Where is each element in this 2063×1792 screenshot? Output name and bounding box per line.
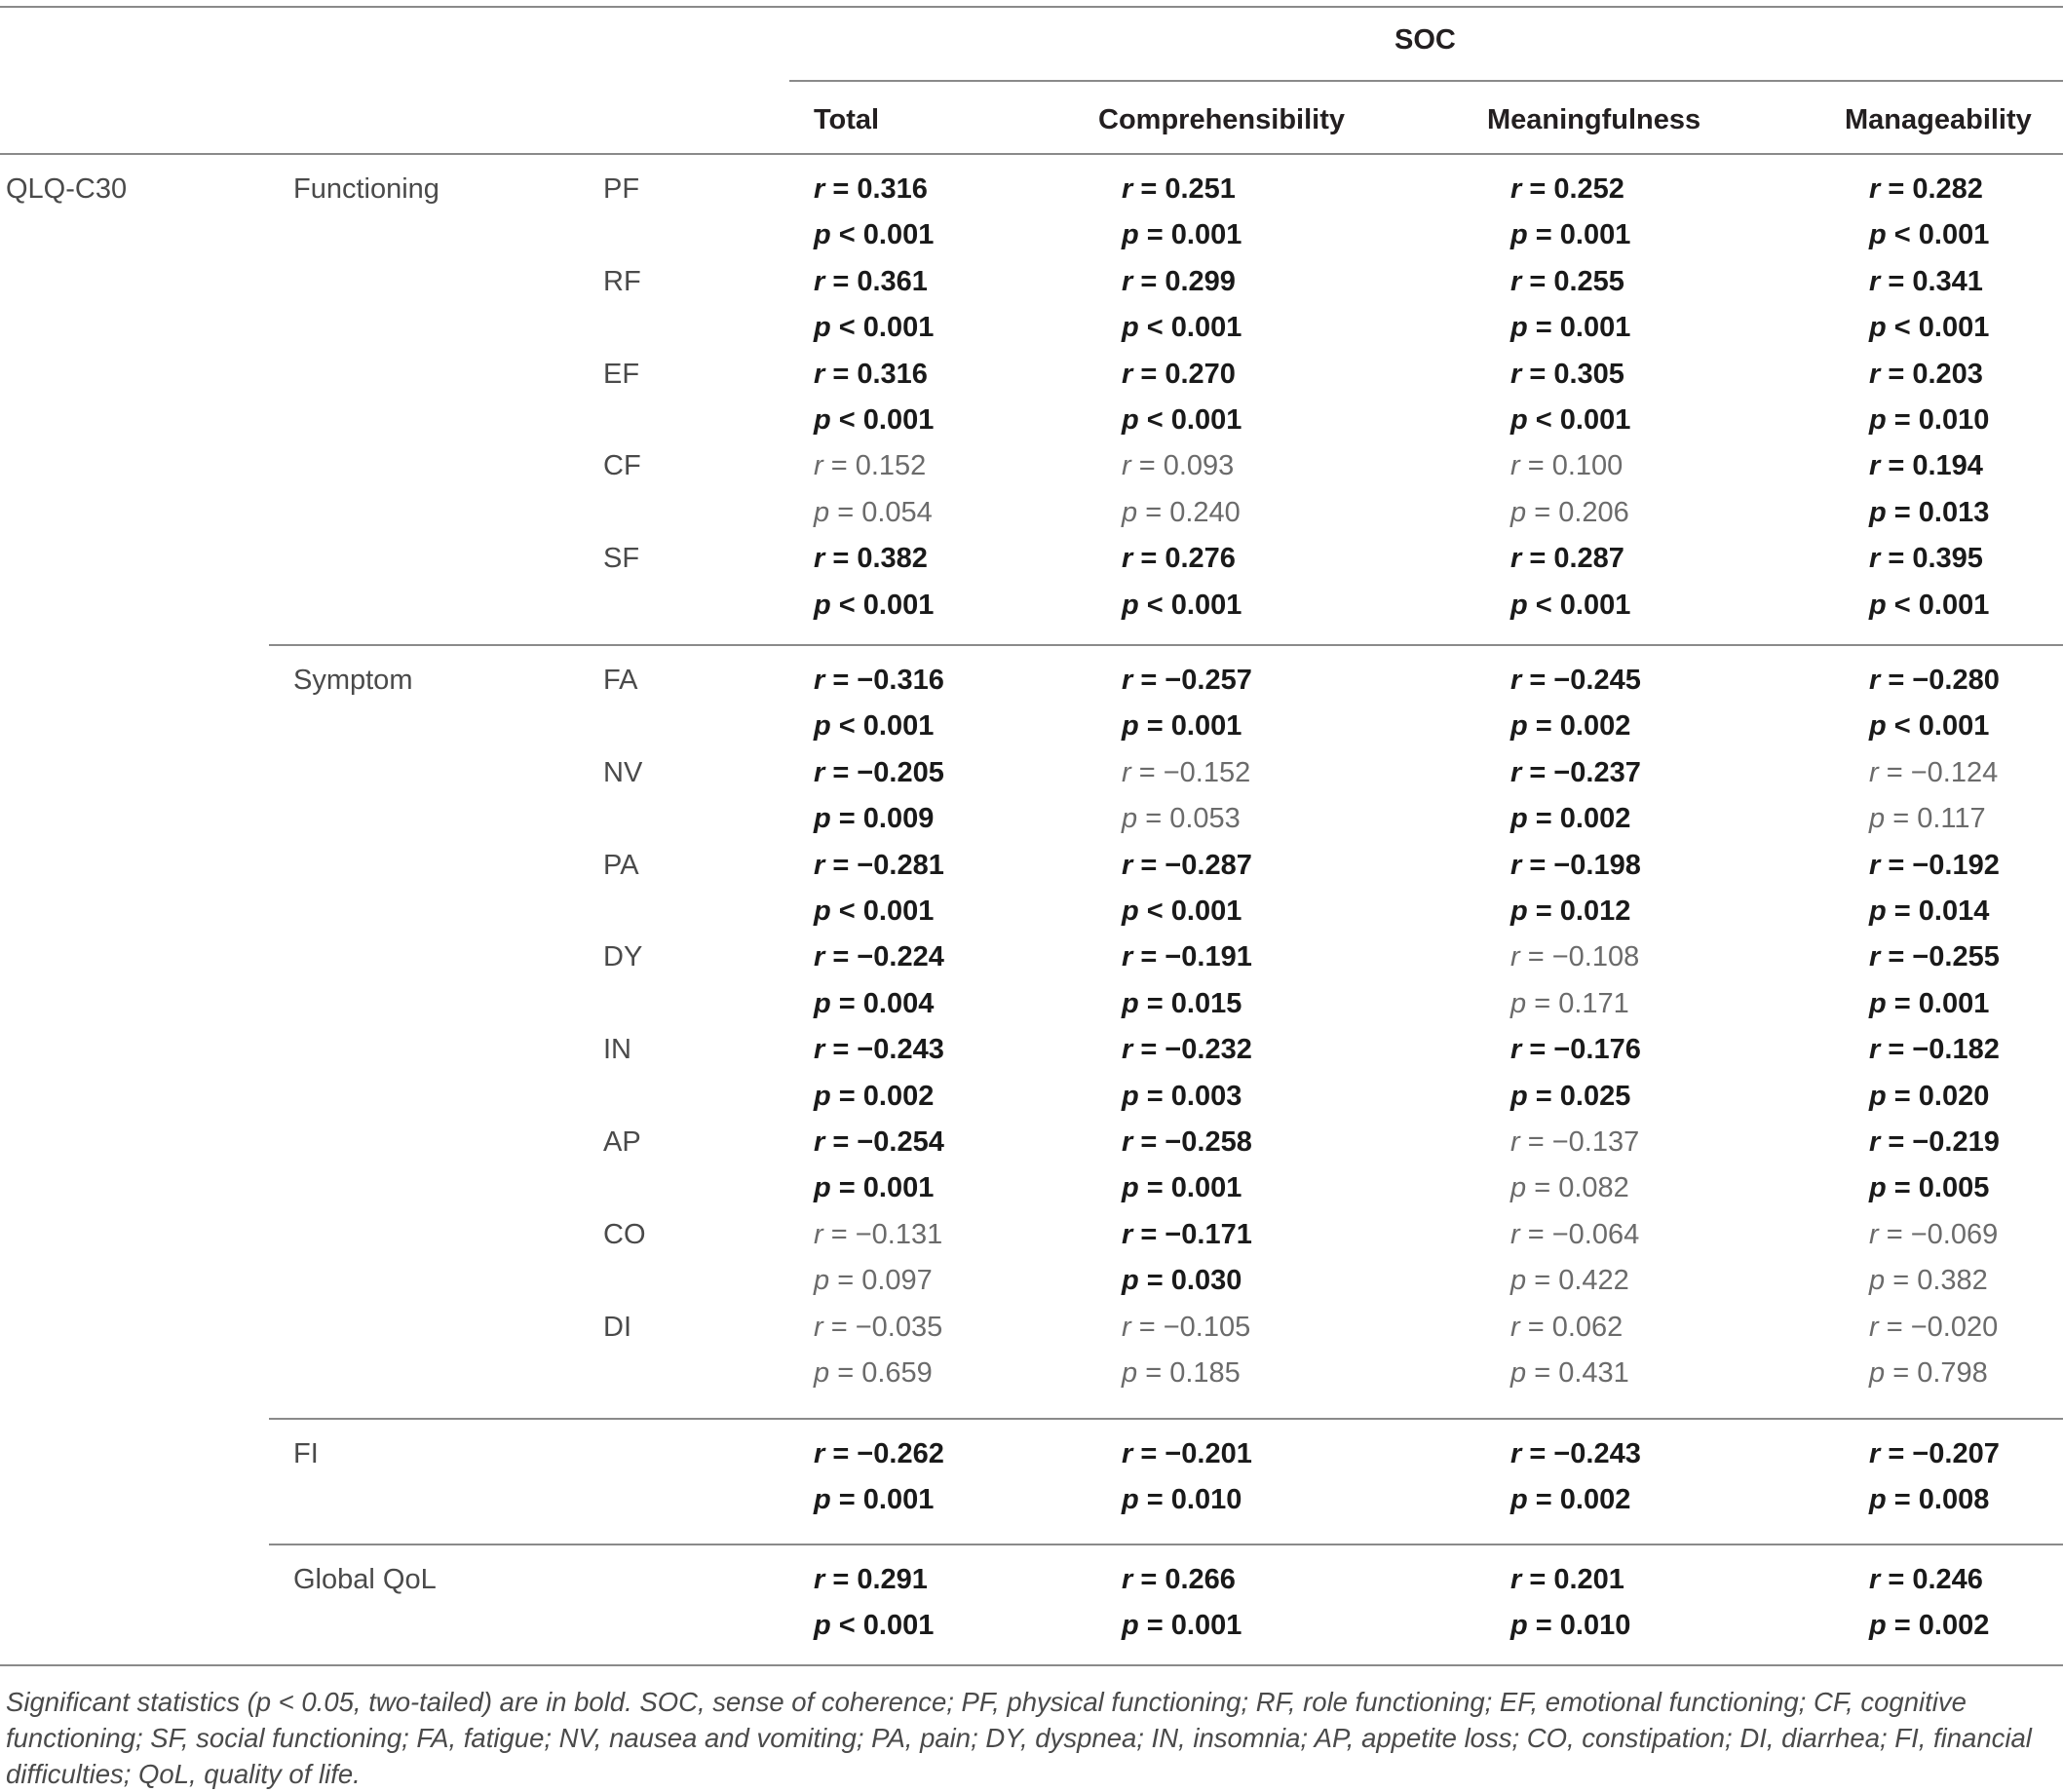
r-value-meaningfulness: r = −0.176 bbox=[1510, 1034, 1641, 1066]
r-value-manageability: r = −0.069 bbox=[1869, 1218, 1999, 1250]
r-value-total: r = −0.316 bbox=[814, 665, 944, 696]
p-value-manageability: p = 0.020 bbox=[1869, 1080, 1990, 1112]
r-value-comprehensibility: r = 0.266 bbox=[1122, 1564, 1236, 1595]
p-value-meaningfulness: p = 0.171 bbox=[1510, 987, 1629, 1019]
r-value-comprehensibility: r = 0.299 bbox=[1122, 265, 1236, 297]
r-value-meaningfulness: r = 0.305 bbox=[1510, 358, 1624, 390]
fi-bottom-rule bbox=[269, 1544, 2063, 1545]
r-value-manageability: r = −0.020 bbox=[1869, 1311, 1999, 1343]
row-code: AP bbox=[603, 1126, 641, 1158]
row-code: FA bbox=[603, 665, 638, 696]
r-value-comprehensibility: r = −0.105 bbox=[1122, 1311, 1251, 1343]
p-value-meaningfulness: p = 0.082 bbox=[1510, 1172, 1629, 1204]
p-value-comprehensibility: p = 0.030 bbox=[1122, 1265, 1242, 1297]
p-value-total: p < 0.001 bbox=[814, 404, 935, 436]
p-value-meaningfulness: p = 0.010 bbox=[1510, 1610, 1631, 1642]
p-value-meaningfulness: p < 0.001 bbox=[1510, 404, 1631, 436]
row-code: CF bbox=[603, 450, 641, 482]
p-value-manageability: p < 0.001 bbox=[1869, 312, 1990, 344]
p-value-meaningfulness: p = 0.001 bbox=[1510, 219, 1631, 251]
row-code: RF bbox=[603, 265, 641, 297]
row-code: IN bbox=[603, 1034, 631, 1066]
r-value-meaningfulness: r = −0.198 bbox=[1510, 849, 1641, 881]
r-value-comprehensibility: r = −0.201 bbox=[1122, 1438, 1252, 1469]
r-value-manageability: r = 0.395 bbox=[1869, 543, 1983, 575]
r-value-manageability: r = 0.246 bbox=[1869, 1564, 1983, 1595]
p-value-comprehensibility: p = 0.053 bbox=[1122, 803, 1241, 835]
p-value-meaningfulness: p = 0.001 bbox=[1510, 312, 1631, 344]
p-value-manageability: p = 0.010 bbox=[1869, 404, 1990, 436]
p-value-total: p = 0.054 bbox=[814, 496, 933, 528]
r-value-total: r = 0.152 bbox=[814, 450, 927, 482]
r-value-comprehensibility: r = 0.270 bbox=[1122, 358, 1236, 390]
r-value-total: r = 0.361 bbox=[814, 265, 928, 297]
row-code: NV bbox=[603, 756, 643, 788]
row-code: SF bbox=[603, 543, 640, 575]
p-value-manageability: p = 0.382 bbox=[1869, 1265, 1988, 1297]
column-header-meaningfulness: Meaningfulness bbox=[1487, 104, 1701, 135]
r-value-comprehensibility: r = 0.093 bbox=[1122, 450, 1235, 482]
r-value-total: r = −0.224 bbox=[814, 941, 944, 973]
r-value-meaningfulness: r = −0.243 bbox=[1510, 1438, 1641, 1469]
r-value-total: r = −0.262 bbox=[814, 1438, 944, 1469]
soc-group-header: SOC bbox=[1394, 24, 1456, 56]
row-code: DI bbox=[603, 1311, 631, 1343]
r-value-comprehensibility: r = 0.251 bbox=[1122, 173, 1236, 205]
p-value-meaningfulness: p = 0.002 bbox=[1510, 1484, 1631, 1516]
p-value-total: p < 0.001 bbox=[814, 896, 935, 927]
table-top-rule bbox=[0, 6, 2063, 8]
row-code: CO bbox=[603, 1218, 646, 1250]
r-value-manageability: r = 0.341 bbox=[1869, 265, 1983, 297]
p-value-manageability: p = 0.014 bbox=[1869, 896, 1990, 927]
p-value-total: p = 0.001 bbox=[814, 1172, 935, 1204]
r-value-comprehensibility: r = −0.257 bbox=[1122, 665, 1252, 696]
r-value-manageability: r = 0.203 bbox=[1869, 358, 1983, 390]
questionnaire-label: QLQ-C30 bbox=[6, 173, 128, 205]
p-value-meaningfulness: p = 0.002 bbox=[1510, 803, 1631, 835]
r-value-total: r = −0.281 bbox=[814, 849, 944, 881]
r-value-comprehensibility: r = −0.232 bbox=[1122, 1034, 1252, 1066]
column-header-comprehensibility: Comprehensibility bbox=[1098, 104, 1345, 135]
p-value-comprehensibility: p = 0.001 bbox=[1122, 219, 1242, 251]
section-label: Symptom bbox=[293, 665, 413, 696]
p-value-meaningfulness: p < 0.001 bbox=[1510, 589, 1631, 621]
r-value-total: r = 0.316 bbox=[814, 358, 928, 390]
p-value-comprehensibility: p = 0.001 bbox=[1122, 1610, 1242, 1642]
header-bottom-rule bbox=[0, 153, 2063, 155]
column-header-total: Total bbox=[814, 104, 880, 135]
r-value-manageability: r = −0.207 bbox=[1869, 1438, 2000, 1469]
p-value-comprehensibility: p = 0.010 bbox=[1122, 1484, 1242, 1516]
r-value-comprehensibility: r = 0.276 bbox=[1122, 543, 1236, 575]
r-value-manageability: r = −0.192 bbox=[1869, 849, 2000, 881]
r-value-manageability: r = 0.194 bbox=[1869, 450, 1983, 482]
p-value-manageability: p < 0.001 bbox=[1869, 710, 1990, 743]
r-value-meaningfulness: r = −0.137 bbox=[1510, 1126, 1640, 1158]
p-value-meaningfulness: p = 0.012 bbox=[1510, 896, 1631, 927]
p-value-comprehensibility: p = 0.185 bbox=[1122, 1357, 1241, 1389]
r-value-manageability: r = −0.124 bbox=[1869, 756, 1999, 788]
p-value-meaningfulness: p = 0.002 bbox=[1510, 710, 1631, 743]
r-value-meaningfulness: r = −0.245 bbox=[1510, 665, 1641, 696]
r-value-manageability: r = −0.280 bbox=[1869, 665, 2000, 696]
p-value-manageability: p = 0.002 bbox=[1869, 1610, 1990, 1642]
r-value-meaningfulness: r = 0.100 bbox=[1510, 450, 1624, 482]
p-value-meaningfulness: p = 0.206 bbox=[1510, 496, 1629, 528]
r-value-comprehensibility: r = −0.258 bbox=[1122, 1126, 1252, 1158]
r-value-manageability: r = −0.182 bbox=[1869, 1034, 2000, 1066]
table-footnote: Significant statistics (p < 0.05, two-tailed) are in bold. SOC, sense of coherence; PF, physical functioning; RF, role functioning; EF, emotional functioning; CF, cognitive functioning; SF, social functioning; FA, fatigue; NV, nausea and vomiting; PA, pain; DY, dyspnea; IN, insomnia; AP, appetite loss; CO, constipation; DI, diarrhea; FI, financial difficulties; QoL, quality of life. bbox=[6, 1687, 2032, 1789]
r-value-meaningfulness: r = 0.252 bbox=[1510, 173, 1624, 205]
column-header-manageability: Manageability bbox=[1845, 104, 2032, 135]
p-value-manageability: p = 0.117 bbox=[1869, 803, 1986, 835]
p-value-comprehensibility: p = 0.003 bbox=[1122, 1080, 1242, 1112]
p-value-total: p < 0.001 bbox=[814, 1610, 935, 1642]
p-value-comprehensibility: p < 0.001 bbox=[1122, 589, 1242, 621]
p-value-comprehensibility: p = 0.240 bbox=[1122, 496, 1241, 528]
r-value-meaningfulness: r = 0.255 bbox=[1510, 265, 1624, 297]
r-value-meaningfulness: r = −0.064 bbox=[1510, 1218, 1640, 1250]
r-value-manageability: r = −0.255 bbox=[1869, 941, 2000, 973]
functioning-bottom-rule bbox=[269, 644, 2063, 646]
section-label: Global QoL bbox=[293, 1564, 437, 1595]
r-value-total: r = −0.254 bbox=[814, 1126, 944, 1158]
p-value-manageability: p = 0.013 bbox=[1869, 496, 1990, 528]
r-value-meaningfulness: r = 0.201 bbox=[1510, 1564, 1624, 1595]
r-value-manageability: r = 0.282 bbox=[1869, 173, 1983, 205]
p-value-total: p = 0.009 bbox=[814, 803, 935, 835]
p-value-manageability: p < 0.001 bbox=[1869, 589, 1990, 621]
p-value-manageability: p = 0.001 bbox=[1869, 987, 1990, 1019]
r-value-total: r = −0.243 bbox=[814, 1034, 944, 1066]
r-value-manageability: r = −0.219 bbox=[1869, 1126, 2000, 1158]
r-value-total: r = −0.131 bbox=[814, 1218, 943, 1250]
p-value-manageability: p = 0.008 bbox=[1869, 1484, 1990, 1516]
r-value-total: r = 0.316 bbox=[814, 173, 928, 205]
p-value-total: p = 0.659 bbox=[814, 1357, 933, 1389]
r-value-comprehensibility: r = −0.171 bbox=[1122, 1218, 1252, 1250]
p-value-manageability: p = 0.798 bbox=[1869, 1357, 1988, 1389]
p-value-meaningfulness: p = 0.025 bbox=[1510, 1080, 1631, 1112]
r-value-meaningfulness: r = −0.237 bbox=[1510, 756, 1641, 788]
soc-underline-rule bbox=[789, 80, 2063, 82]
r-value-total: r = 0.382 bbox=[814, 543, 928, 575]
p-value-total: p < 0.001 bbox=[814, 710, 935, 743]
p-value-manageability: p < 0.001 bbox=[1869, 219, 1990, 251]
p-value-comprehensibility: p < 0.001 bbox=[1122, 404, 1242, 436]
row-code: PF bbox=[603, 173, 640, 205]
row-code: PA bbox=[603, 849, 639, 881]
r-value-meaningfulness: r = 0.287 bbox=[1510, 543, 1624, 575]
p-value-total: p = 0.001 bbox=[814, 1484, 935, 1516]
r-value-meaningfulness: r = −0.108 bbox=[1510, 941, 1640, 973]
p-value-comprehensibility: p = 0.015 bbox=[1122, 987, 1242, 1019]
section-label: Functioning bbox=[293, 173, 439, 205]
r-value-total: r = 0.291 bbox=[814, 1564, 928, 1595]
p-value-comprehensibility: p < 0.001 bbox=[1122, 312, 1242, 344]
r-value-total: r = −0.205 bbox=[814, 756, 944, 788]
p-value-total: p < 0.001 bbox=[814, 312, 935, 344]
p-value-comprehensibility: p = 0.001 bbox=[1122, 710, 1242, 743]
p-value-meaningfulness: p = 0.431 bbox=[1510, 1357, 1629, 1389]
section-label: FI bbox=[293, 1438, 319, 1469]
row-code: EF bbox=[603, 358, 640, 390]
p-value-meaningfulness: p = 0.422 bbox=[1510, 1265, 1629, 1297]
r-value-comprehensibility: r = −0.287 bbox=[1122, 849, 1252, 881]
p-value-total: p < 0.001 bbox=[814, 219, 935, 251]
table-bottom-rule bbox=[0, 1664, 2063, 1666]
r-value-meaningfulness: r = 0.062 bbox=[1510, 1311, 1624, 1343]
p-value-total: p = 0.002 bbox=[814, 1080, 935, 1112]
p-value-comprehensibility: p = 0.001 bbox=[1122, 1172, 1242, 1204]
symptom-bottom-rule bbox=[269, 1418, 2063, 1420]
r-value-comprehensibility: r = −0.152 bbox=[1122, 756, 1251, 788]
p-value-total: p = 0.097 bbox=[814, 1265, 933, 1297]
p-value-total: p < 0.001 bbox=[814, 589, 935, 621]
row-code: DY bbox=[603, 941, 643, 973]
r-value-comprehensibility: r = −0.191 bbox=[1122, 941, 1252, 973]
r-value-total: r = −0.035 bbox=[814, 1311, 943, 1343]
p-value-manageability: p = 0.005 bbox=[1869, 1172, 1990, 1204]
p-value-comprehensibility: p < 0.001 bbox=[1122, 896, 1242, 927]
p-value-total: p = 0.004 bbox=[814, 987, 935, 1019]
